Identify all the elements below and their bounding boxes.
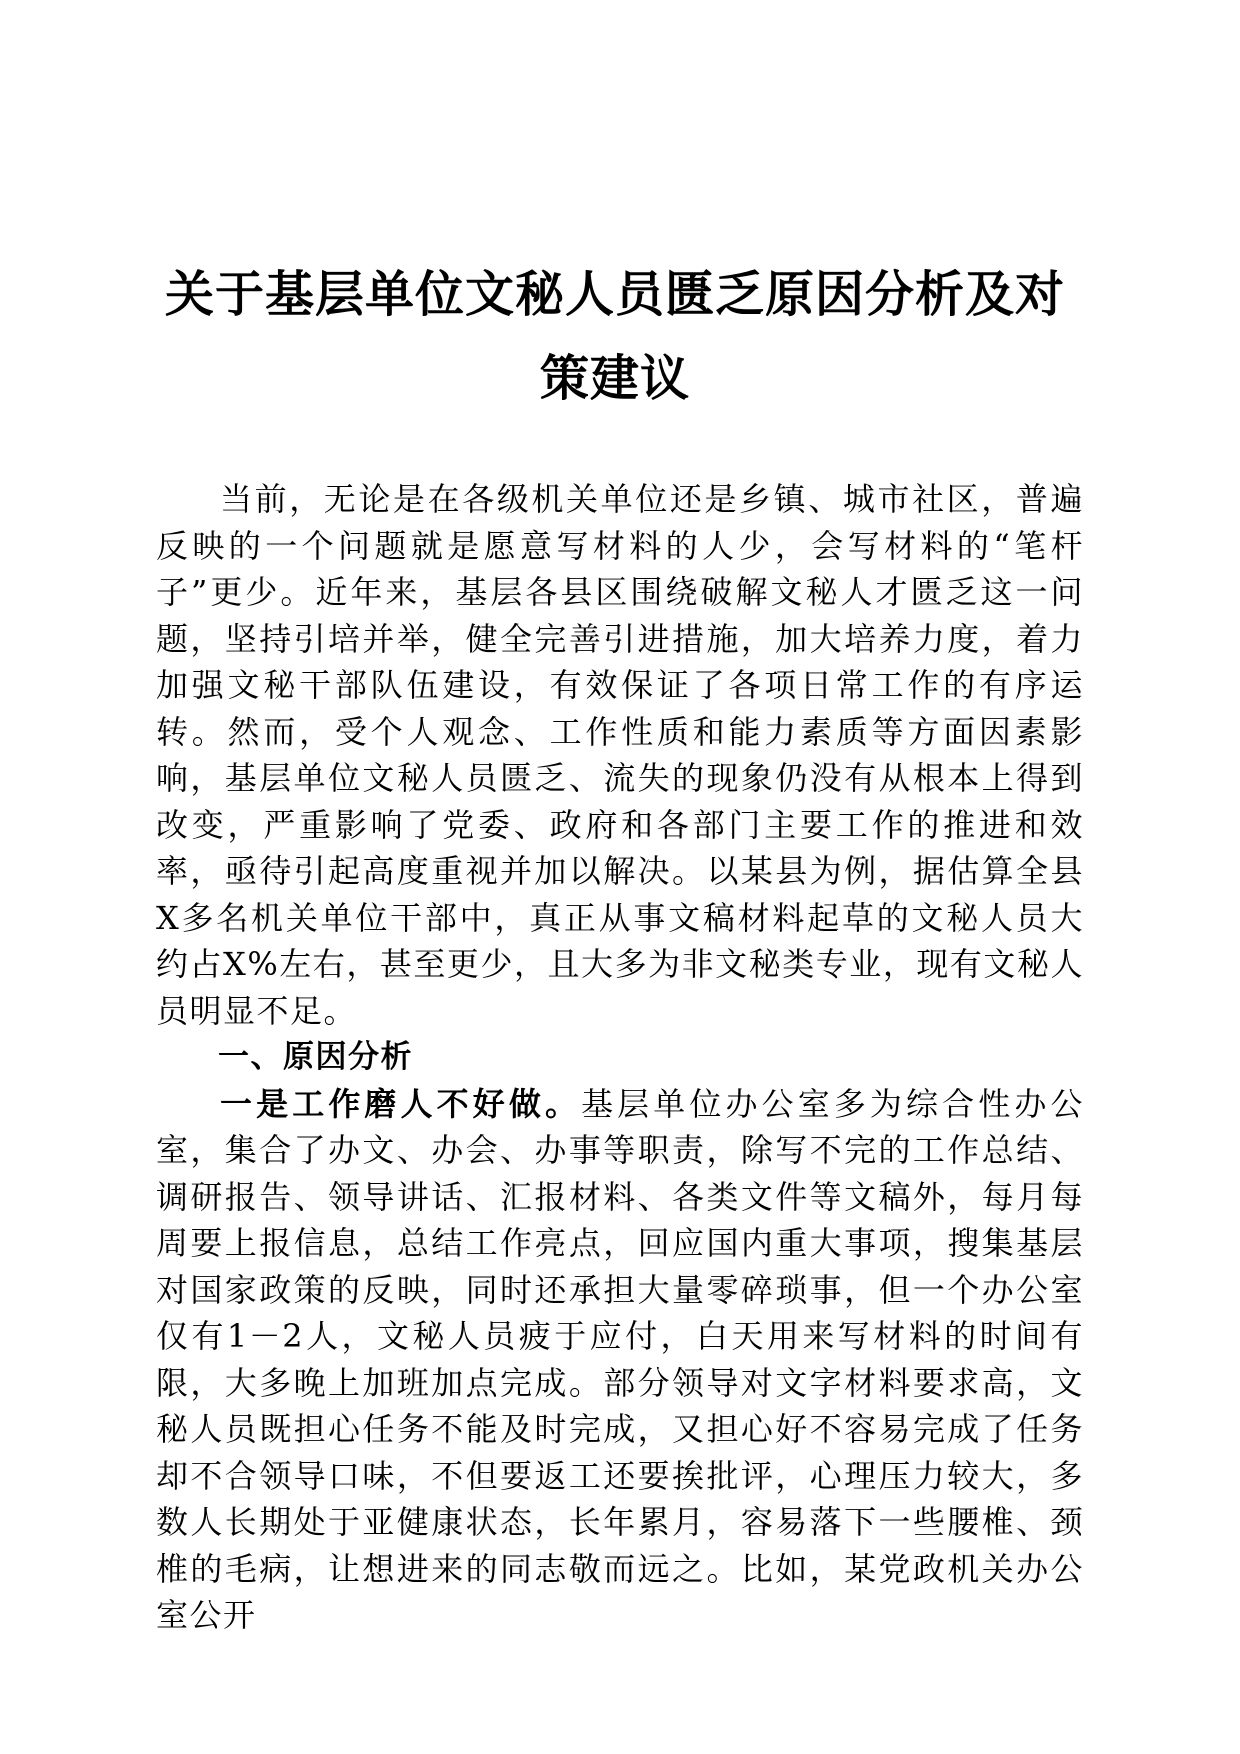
document-title: 关于基层单位文秘人员匮乏原因分析及对策建议 (164, 265, 1065, 407)
point-one-text: 基层单位办公室多为综合性办公室，集合了办文、办会、办事等职责，除写不完的工作总结、调研报告、领导讲话、汇报材料、各类文件等文稿外，每月每周要上报信息，总结工作亮点，回应国内重大事项，搜集基层对国家政策的反映，同时还承担大量零碎琐事，但一个办公室仅有1－2人，文秘人员疲于应付，白天用来写材料的时间有限，大多晚上加班加点完成。部分领导对文字材料要求高，文秘人员既担心任务不能及时完成，又担心好不容易完成了任务却不合领导口味，不但要返工还要挨批评，心理压力较大，多数人长期处于亚健康状态，长年累月，容易落下一些腰椎、颈椎的毛病，让想进来的同志敬而远之。比如，某党政机关办公室公开 (156, 1084, 1084, 1634)
document-body (156, 476, 1084, 1639)
point-one-lead: 一是工作磨人不好做。 (220, 1084, 582, 1123)
section-heading: 一、原因分析 (218, 1039, 413, 1075)
intro-paragraph: 当前，无论是在各级机关单位还是乡镇、城市社区，普遍反映的一个问题就是愿意写材料的人少，会写材料的“笔杆子”更少。近年来，基层各县区围绕破解文秘人才匮乏这一问题，坚持引培并举，健全完善引进措施，加大培养力度，着力加强文秘干部队伍建设，有效保证了各项日常工作的有序运转。然而，受个人观念、工作性质和能力素质等方面因素影响，基层单位文秘人员匮乏、流失的现象仍没有从根本上得到改变，严重影响了党委、政府和各部门主要工作的推进和效率，亟待引起高度重视并加以解决。以某县为例，据估算全县X多名机关单位干部中，真正从事文稿材料起草的文秘人员大约占X%左右，甚至更少，且大多为非文秘类专业，现有文秘人员明显不足。 (156, 480, 1084, 1030)
point-one-paragraph (156, 1081, 1084, 1639)
